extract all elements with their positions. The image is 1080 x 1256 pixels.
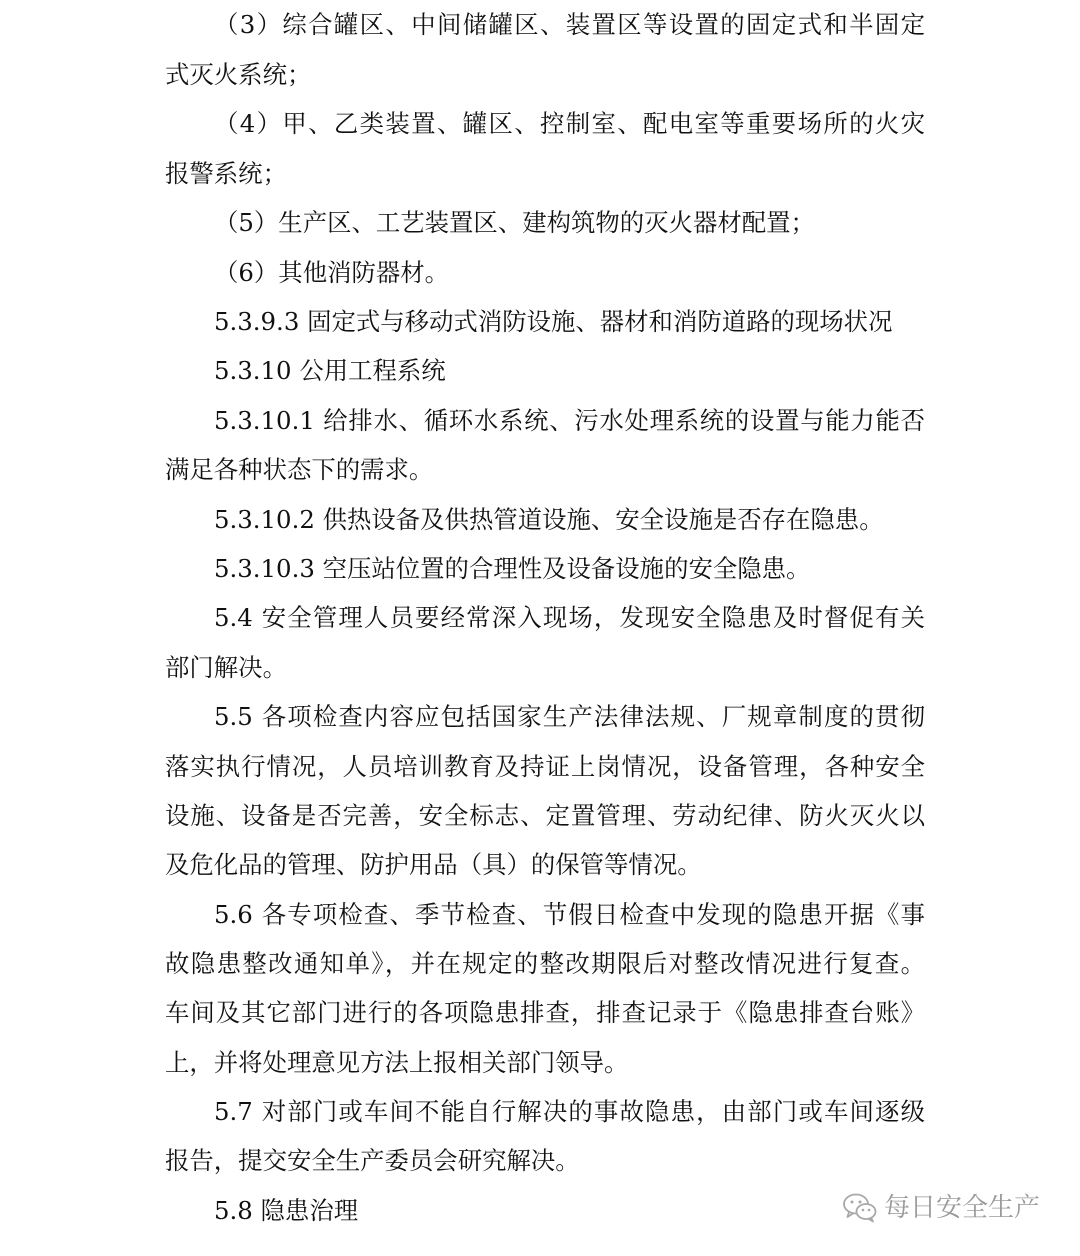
text-line: 上，并将处理意见方法上报相关部门领导。 [165, 1048, 629, 1077]
text-line: 报警系统； [165, 159, 287, 188]
text-line: 满足各种状态下的需求。 [165, 455, 434, 484]
wechat-icon [842, 1192, 878, 1224]
text-line: 车间及其它部门进行的各项隐患排查，排查记录于《隐患排查台账》 [165, 998, 925, 1027]
text-line: （5）生产区、工艺装置区、建构筑物的灭火器材配置； [214, 208, 815, 237]
text-line: （3）综合罐区、中间储罐区、装置区等设置的固定式和半固定 [214, 10, 925, 39]
text-line: 5.3.10.3 空压站位置的合理性及设备设施的安全隐患。 [214, 554, 811, 583]
text-line: （6）其他消防器材。 [214, 258, 450, 287]
text-line: （4）甲、乙类装置、罐区、控制室、配电室等重要场所的火灾 [214, 109, 925, 138]
text-line: 部门解决。 [165, 653, 287, 682]
text-line: 设施、设备是否完善，安全标志、定置管理、劳动纪律、防火灭火以 [165, 801, 925, 830]
watermark [842, 1190, 1062, 1230]
text-line: 5.3.9.3 固定式与移动式消防设施、器材和消防道路的现场状况 [214, 307, 893, 336]
text-line: 落实执行情况，人员培训教育及持证上岗情况，设备管理，各种安全 [165, 752, 925, 781]
text-line: 及危化品的管理、防护用品（具）的保管等情况。 [165, 850, 702, 879]
text-line: 报告，提交安全生产委员会研究解决。 [165, 1146, 580, 1175]
text-line: 5.3.10.2 供热设备及供热管道设施、安全设施是否存在隐患。 [214, 505, 884, 534]
section-heading: 5.8 隐患治理 [214, 1196, 359, 1225]
text-line: 5.5 各项检查内容应包括国家生产法律法规、厂规章制度的贯彻 [214, 702, 925, 731]
section-heading: 5.3.10 公用工程系统 [214, 356, 446, 385]
text-line: 5.3.10.1 给排水、循环水系统、污水处理系统的设置与能力能否 [214, 406, 925, 435]
watermark-text: 每日安全生产 [884, 1193, 1041, 1223]
text-line: 5.4 安全管理人员要经常深入现场，发现安全隐患及时督促有关 [214, 603, 925, 632]
text-line: 5.7 对部门或车间不能自行解决的事故隐患，由部门或车间逐级 [214, 1097, 925, 1126]
text-line: 故隐患整改通知单》，并在规定的整改期限后对整改情况进行复查。 [165, 949, 925, 978]
text-line: 式灭火系统； [165, 60, 312, 89]
text-line: 5.6 各专项检查、季节检查、节假日检查中发现的隐患开据《事 [214, 900, 925, 929]
